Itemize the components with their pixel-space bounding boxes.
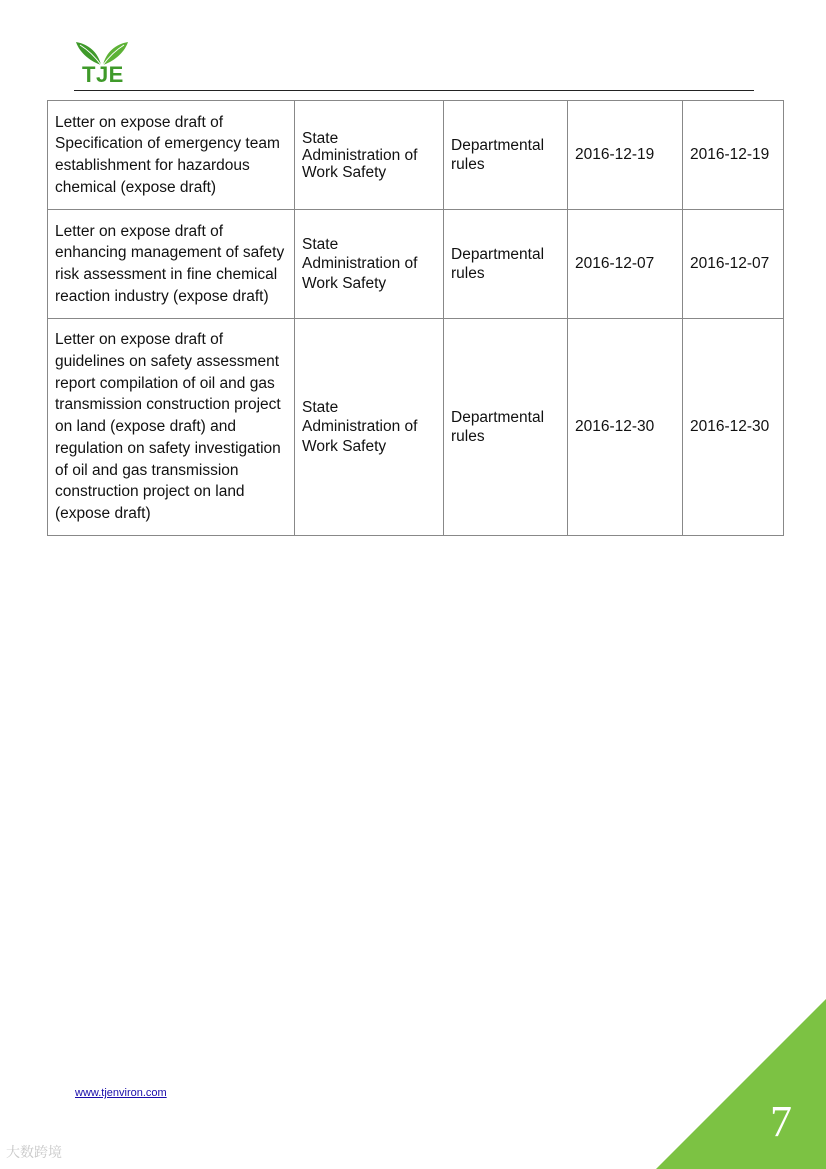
issuer-cell: State Administration of Work Safety	[295, 210, 444, 319]
type-cell: Departmental rules	[444, 210, 568, 319]
effective-date-cell: 2016-12-07	[683, 210, 784, 319]
regulation-name-cell: Letter on expose draft of enhancing management of safety risk assessment in fine chemical reaction industry (expose draft)	[48, 210, 295, 319]
header-divider	[74, 90, 754, 91]
tje-logo	[74, 40, 130, 90]
table-body	[48, 101, 784, 536]
issue-date-cell: 2016-12-19	[568, 101, 683, 210]
issue-date-cell: 2016-12-30	[568, 319, 683, 536]
issuer-cell: State Administration of Work Safety	[295, 101, 444, 210]
type-cell: Departmental rules	[444, 101, 568, 210]
table-row	[48, 319, 784, 536]
regulations-table	[47, 100, 784, 536]
watermark-text: 大数跨境	[6, 1145, 62, 1161]
effective-date-cell: 2016-12-30	[683, 319, 784, 536]
page-number: 7	[770, 1097, 792, 1146]
issuer-cell: State Administration of Work Safety	[295, 319, 444, 536]
corner-triangle-decoration	[656, 999, 826, 1169]
regulation-name-cell: Letter on expose draft of guidelines on safety assessment report compilation of oil and gas transmission construction project on land (expose draft) and regulation on safety investigation of oil and gas transmission construction project on land (expose draft)	[48, 319, 295, 536]
logo-text: TJE	[82, 62, 124, 87]
website-link[interactable]: www.tjenviron.com	[75, 1087, 167, 1099]
table-row	[48, 210, 784, 319]
issue-date-cell: 2016-12-07	[568, 210, 683, 319]
effective-date-cell: 2016-12-19	[683, 101, 784, 210]
type-cell: Departmental rules	[444, 319, 568, 536]
regulation-name-cell: Letter on expose draft of Specification of emergency team establishment for hazardous chemical (expose draft)	[48, 101, 295, 210]
table-row	[48, 101, 784, 210]
